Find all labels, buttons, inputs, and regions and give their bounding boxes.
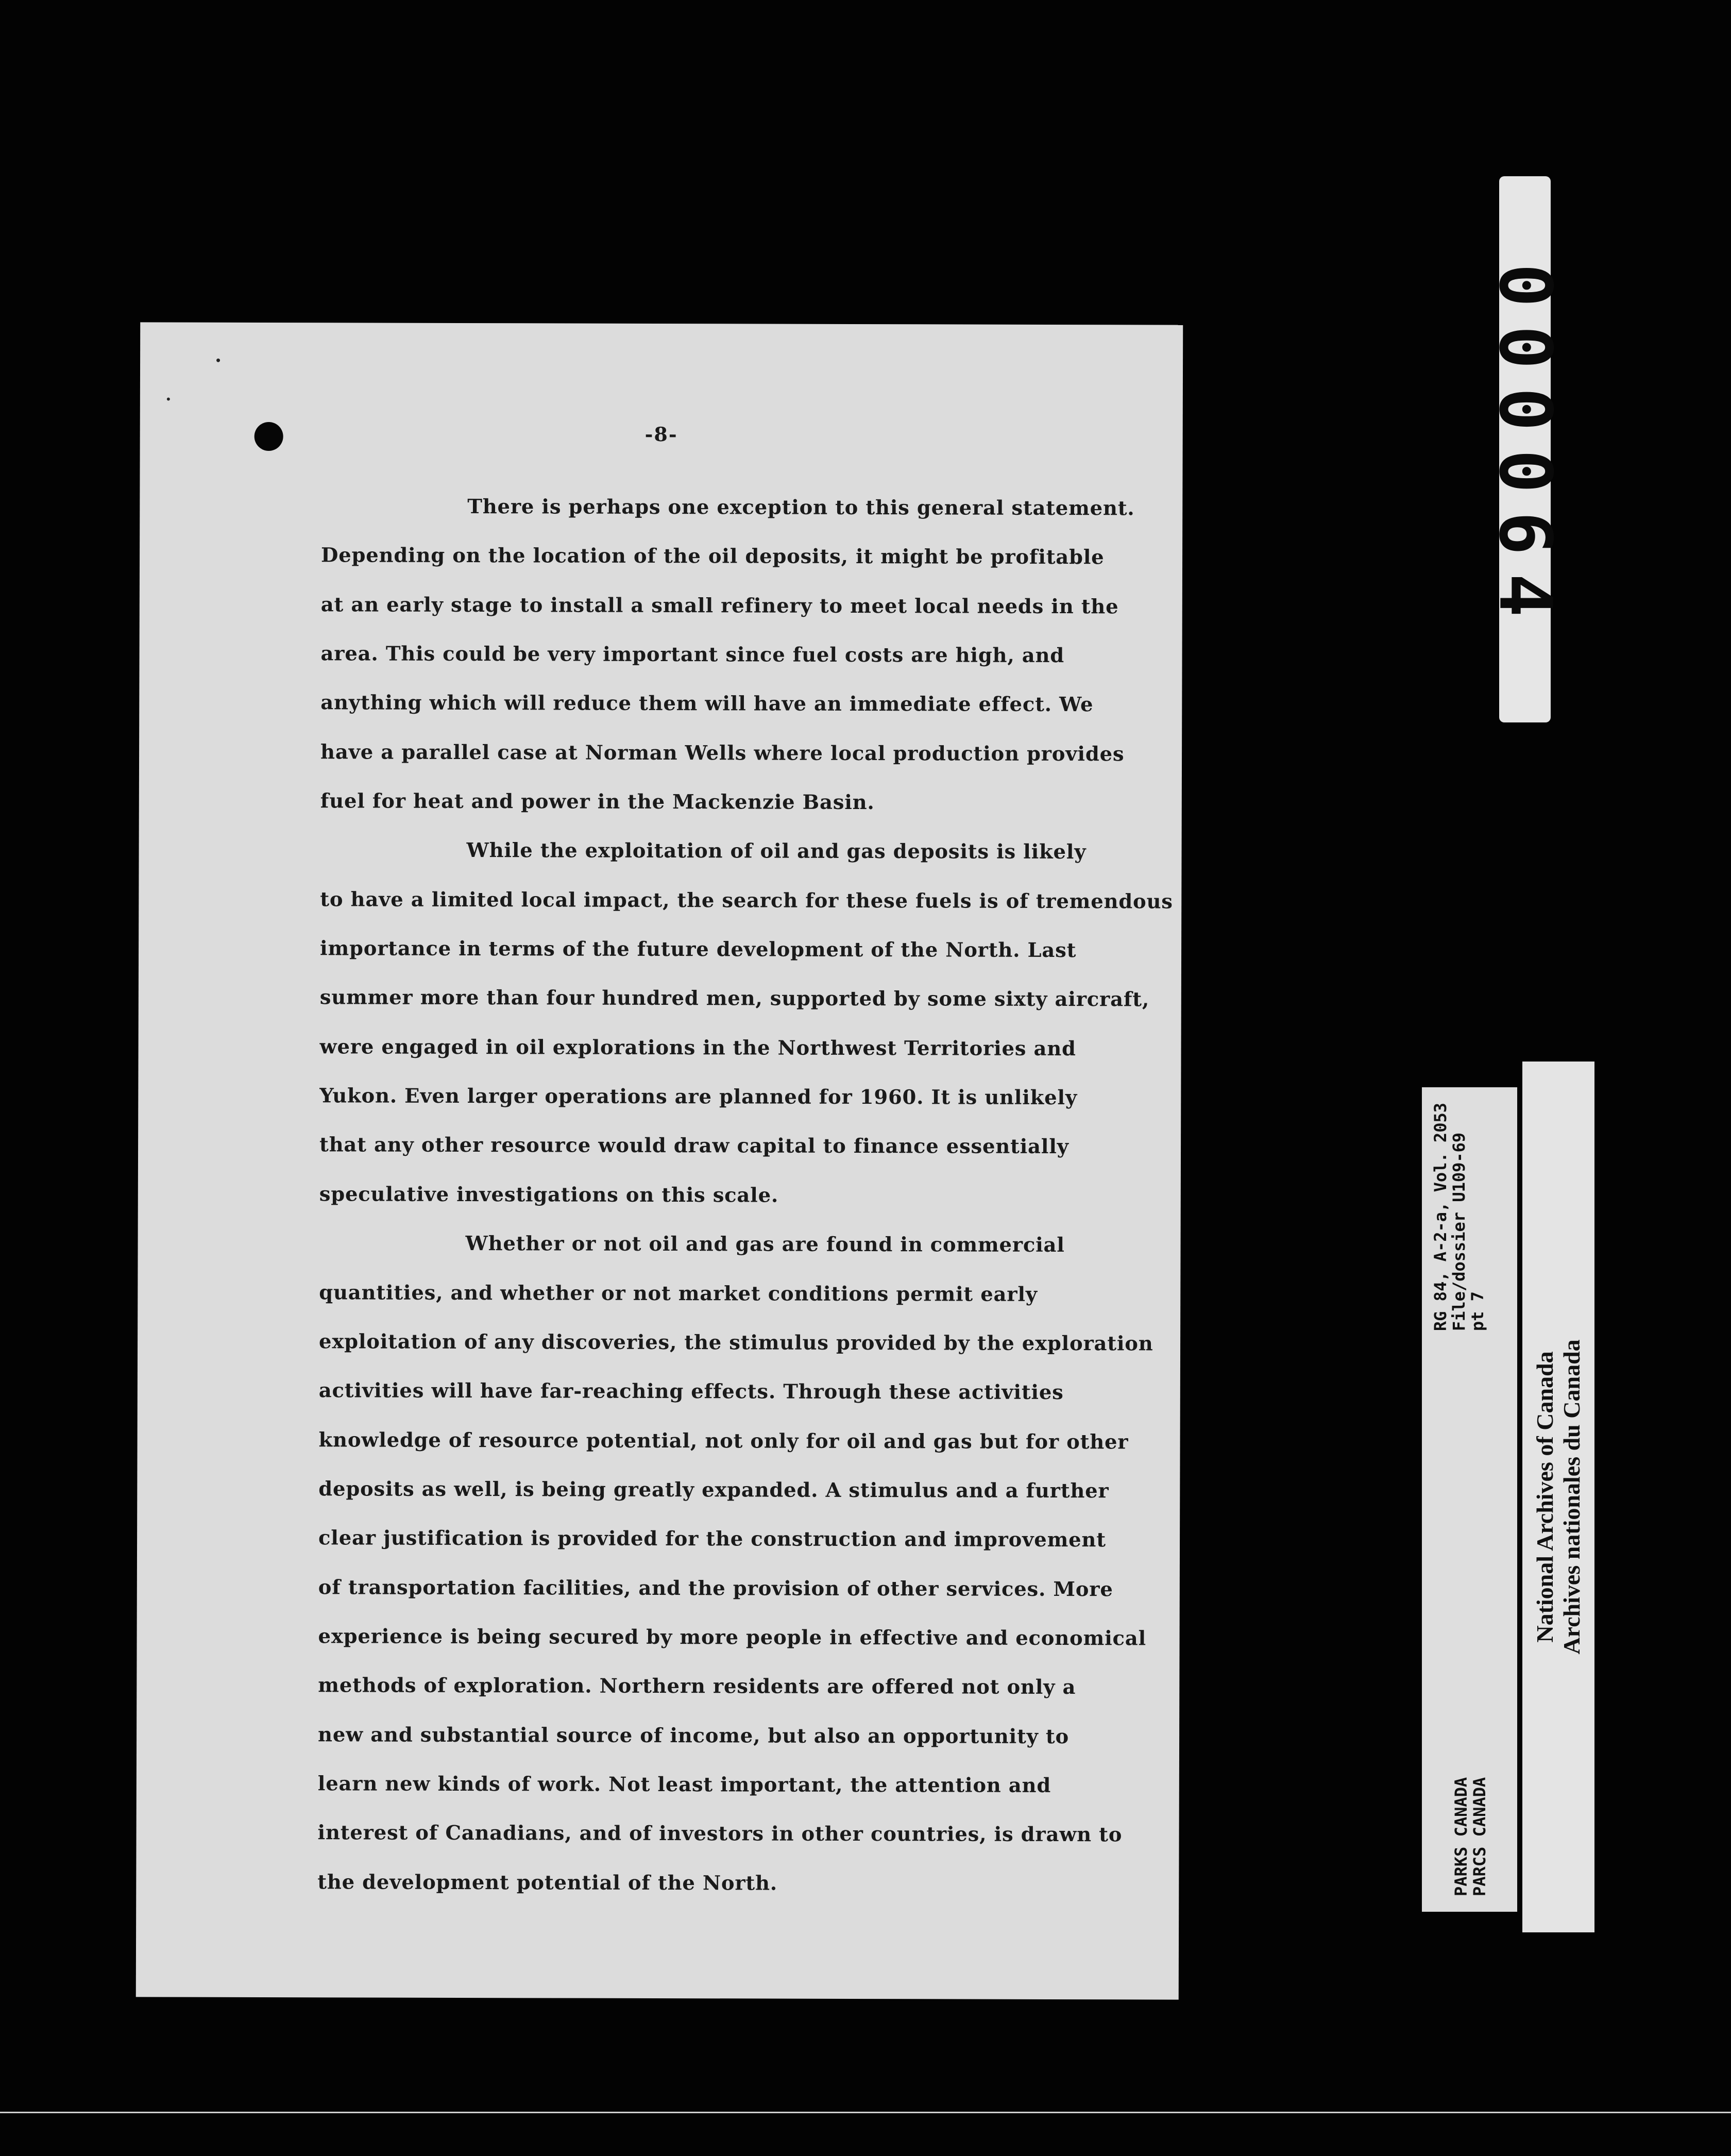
text-line: methods of exploration. Northern residents are offered not only a bbox=[318, 1674, 1076, 1699]
text-line: Yukon. Even larger operations are planned for 1960. It is unlikely bbox=[319, 1084, 1078, 1110]
text-line: have a parallel case at Norman Wells where local production provides bbox=[320, 740, 1125, 766]
text-line: fuel for heat and power in the Mackenzie Basin. bbox=[320, 789, 875, 815]
text-line: anything which will reduce them will have an immediate effect. We bbox=[320, 691, 1094, 717]
text-line: quantities, and whether or not market conditions permit early bbox=[319, 1281, 1038, 1306]
text-line: While the exploitation of oil and gas deposits is likely bbox=[466, 839, 1087, 864]
reference-line: pt 7 bbox=[1467, 1291, 1487, 1332]
text-line: the development potential of the North. bbox=[317, 1871, 778, 1895]
archives-name-en: National Archives of Canada bbox=[1532, 1351, 1558, 1643]
film-number: 000064 bbox=[1483, 263, 1567, 635]
text-line: activities will have far-reaching effects. Through these activities bbox=[318, 1379, 1064, 1405]
text-line: of transportation facilities, and the provision of other services. More bbox=[318, 1576, 1113, 1602]
text-line: learn new kinds of work. Not least important, the attention and bbox=[317, 1772, 1051, 1797]
text-line: deposits as well, is being greatly expanded. A stimulus and a further bbox=[318, 1477, 1109, 1503]
text-line: experience is being secured by more people in effective and economical bbox=[318, 1625, 1147, 1650]
page-number: -8- bbox=[644, 422, 678, 446]
text-line: Whether or not oil and gas are found in commercial bbox=[465, 1232, 1065, 1257]
speck bbox=[216, 359, 220, 362]
text-line: at an early stage to install a small refinery to meet local needs in the bbox=[320, 593, 1119, 619]
text-line: summer more than four hundred men, supported by some sixty aircraft, bbox=[319, 986, 1150, 1012]
reference-line: RG 84, A-2-a, Vol. 2053 bbox=[1430, 1103, 1450, 1332]
text-line: interest of Canadians, and of investors in other countries, is drawn to bbox=[317, 1821, 1123, 1847]
text-line: exploitation of any discoveries, the stimulus provided by the exploration bbox=[319, 1330, 1153, 1356]
parks-canada-en: PARKS CANADA bbox=[1451, 1777, 1471, 1896]
text-line: importance in terms of the future development of the North. Last bbox=[320, 937, 1077, 963]
reference-label bbox=[1422, 1087, 1517, 1912]
text-line: clear justification is provided for the construction and improvement bbox=[318, 1526, 1106, 1552]
text-line: There is perhaps one exception to this general statement. bbox=[467, 495, 1135, 520]
speck bbox=[167, 397, 170, 400]
text-line: Depending on the location of the oil deposits, it might be profitable bbox=[321, 544, 1105, 569]
text-line: new and substantial source of income, but also an opportunity to bbox=[318, 1723, 1070, 1749]
text-line: to have a limited local impact, the search for these fuels is of tremendous bbox=[320, 888, 1173, 914]
parks-canada-fr: PARCS CANADA bbox=[1469, 1777, 1489, 1896]
document-page bbox=[136, 322, 1183, 1999]
archives-label bbox=[1522, 1062, 1594, 1932]
text-line: area. This could be very important since fuel costs are high, and bbox=[320, 642, 1065, 668]
reference-line: File/dossier U109-69 bbox=[1449, 1132, 1469, 1332]
archives-name-fr: Archives nationales du Canada bbox=[1558, 1339, 1585, 1655]
text-line: that any other resource would draw capital to finance essentially bbox=[319, 1133, 1069, 1159]
film-number-strip bbox=[1483, 176, 1567, 722]
text-line: speculative investigations on this scale. bbox=[319, 1183, 779, 1207]
text-line: knowledge of resource potential, not only for oil and gas but for other bbox=[318, 1428, 1129, 1454]
text-line: were engaged in oil explorations in the Northwest Territories and bbox=[319, 1035, 1076, 1061]
bottom-rule bbox=[0, 2112, 1731, 2113]
